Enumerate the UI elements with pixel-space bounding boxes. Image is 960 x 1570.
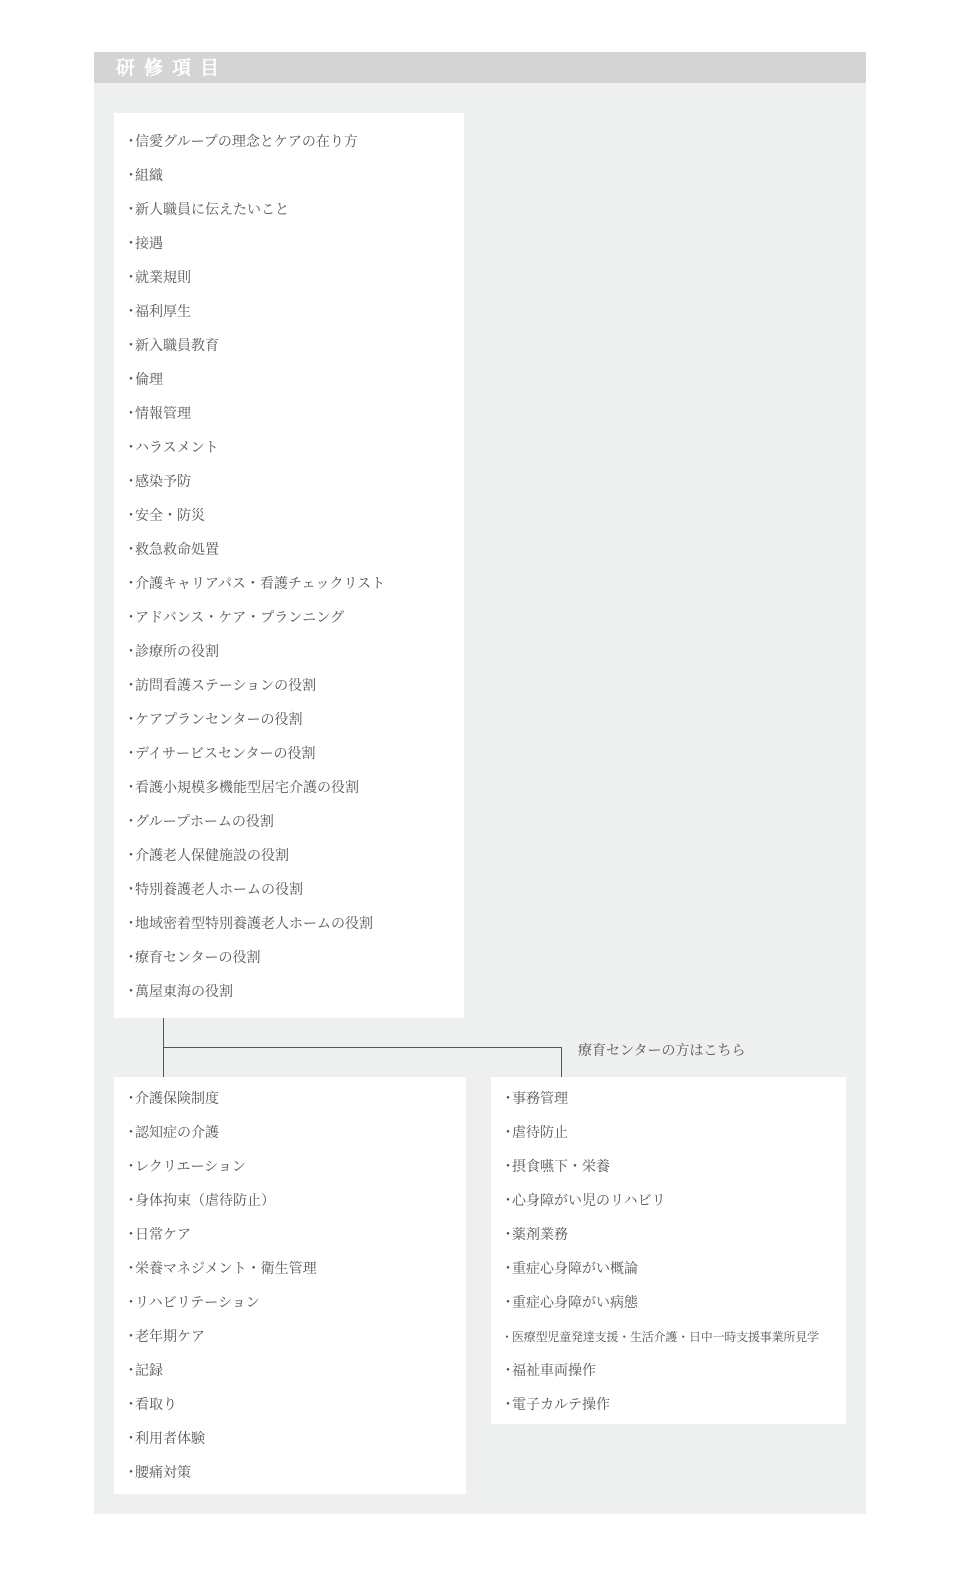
list-item: ・電子カルテ操作 [501, 1397, 610, 1413]
list-item: ・新入職員教育 [124, 338, 219, 354]
connector-horizontal [163, 1047, 562, 1048]
section-title: 研修項目 [116, 57, 229, 79]
list-item: ・感染予防 [124, 474, 191, 490]
list-item: ・事務管理 [501, 1091, 568, 1107]
list-item: ・栄養マネジメント・衛生管理 [124, 1261, 317, 1277]
center-note: 療育センターの方はこちら [578, 1043, 746, 1059]
list-item: ・認知症の介護 [124, 1125, 219, 1141]
list-item: ・薬剤業務 [501, 1227, 568, 1243]
list-item: ・信愛グループの理念とケアの在り方 [124, 134, 358, 150]
list-item: ・日常ケア [124, 1227, 191, 1243]
list-item: ・アドバンス・ケア・プランニング [124, 610, 345, 626]
list-item: ・特別養護老人ホームの役割 [124, 882, 303, 898]
list-item: ・介護キャリアパス・看護チェックリスト [124, 576, 386, 592]
connector-vertical-branch [561, 1047, 562, 1077]
list-item: ・救急救命処置 [124, 542, 219, 558]
panel-header [94, 52, 866, 83]
list-item: ・診療所の役割 [124, 644, 219, 660]
list-item: ・摂食嚥下・栄養 [501, 1159, 610, 1175]
list-item: ・老年期ケア [124, 1329, 205, 1345]
list-item: ・虐待防止 [501, 1125, 568, 1141]
care-training-card [114, 1077, 466, 1494]
list-item: ・接遇 [124, 236, 163, 252]
list-item: ・腰痛対策 [124, 1465, 191, 1481]
list-item: ・医療型児童発達支援・生活介護・日中一時支援事業所見学 [501, 1330, 819, 1344]
list-item: ・ケアプランセンターの役割 [124, 712, 303, 728]
list-item: ・介護老人保健施設の役割 [124, 848, 289, 864]
list-item: ・重症心身障がい概論 [501, 1261, 638, 1277]
list-item: ・身体拘束（虐待防止） [124, 1193, 275, 1209]
list-item: ・安全・防災 [124, 508, 205, 524]
list-item: ・地域密着型特別養護老人ホームの役割 [124, 916, 373, 932]
list-item: ・心身障がい児のリハビリ [501, 1193, 666, 1209]
list-item: ・新人職員に伝えたいこと [124, 202, 289, 218]
list-item: ・福祉車両操作 [501, 1363, 596, 1379]
list-item: ・介護保険制度 [124, 1091, 219, 1107]
list-item: ・情報管理 [124, 406, 191, 422]
list-item: ・グループホームの役割 [124, 814, 274, 830]
list-item: ・倫理 [124, 372, 163, 388]
list-item: ・デイサービスセンターの役割 [124, 746, 316, 762]
list-item: ・ハラスメント [124, 440, 219, 456]
list-item: ・看取り [124, 1397, 177, 1413]
list-item: ・レクリエーション [124, 1159, 246, 1175]
list-item: ・福利厚生 [124, 304, 191, 320]
list-item: ・看護小規模多機能型居宅介護の役割 [124, 780, 359, 796]
list-item: ・記録 [124, 1363, 163, 1379]
list-item: ・訪問看護ステーションの役割 [124, 678, 317, 694]
list-item: ・就業規則 [124, 270, 191, 286]
list-item: ・利用者体験 [124, 1431, 205, 1447]
center-training-card [491, 1077, 846, 1424]
list-item: ・重症心身障がい病態 [501, 1295, 638, 1311]
list-item: ・リハビリテーション [124, 1295, 260, 1311]
list-item: ・療育センターの役割 [124, 950, 261, 966]
list-item: ・萬屋東海の役割 [124, 984, 233, 1000]
list-item: ・組織 [124, 168, 163, 184]
common-training-card [114, 113, 464, 1018]
